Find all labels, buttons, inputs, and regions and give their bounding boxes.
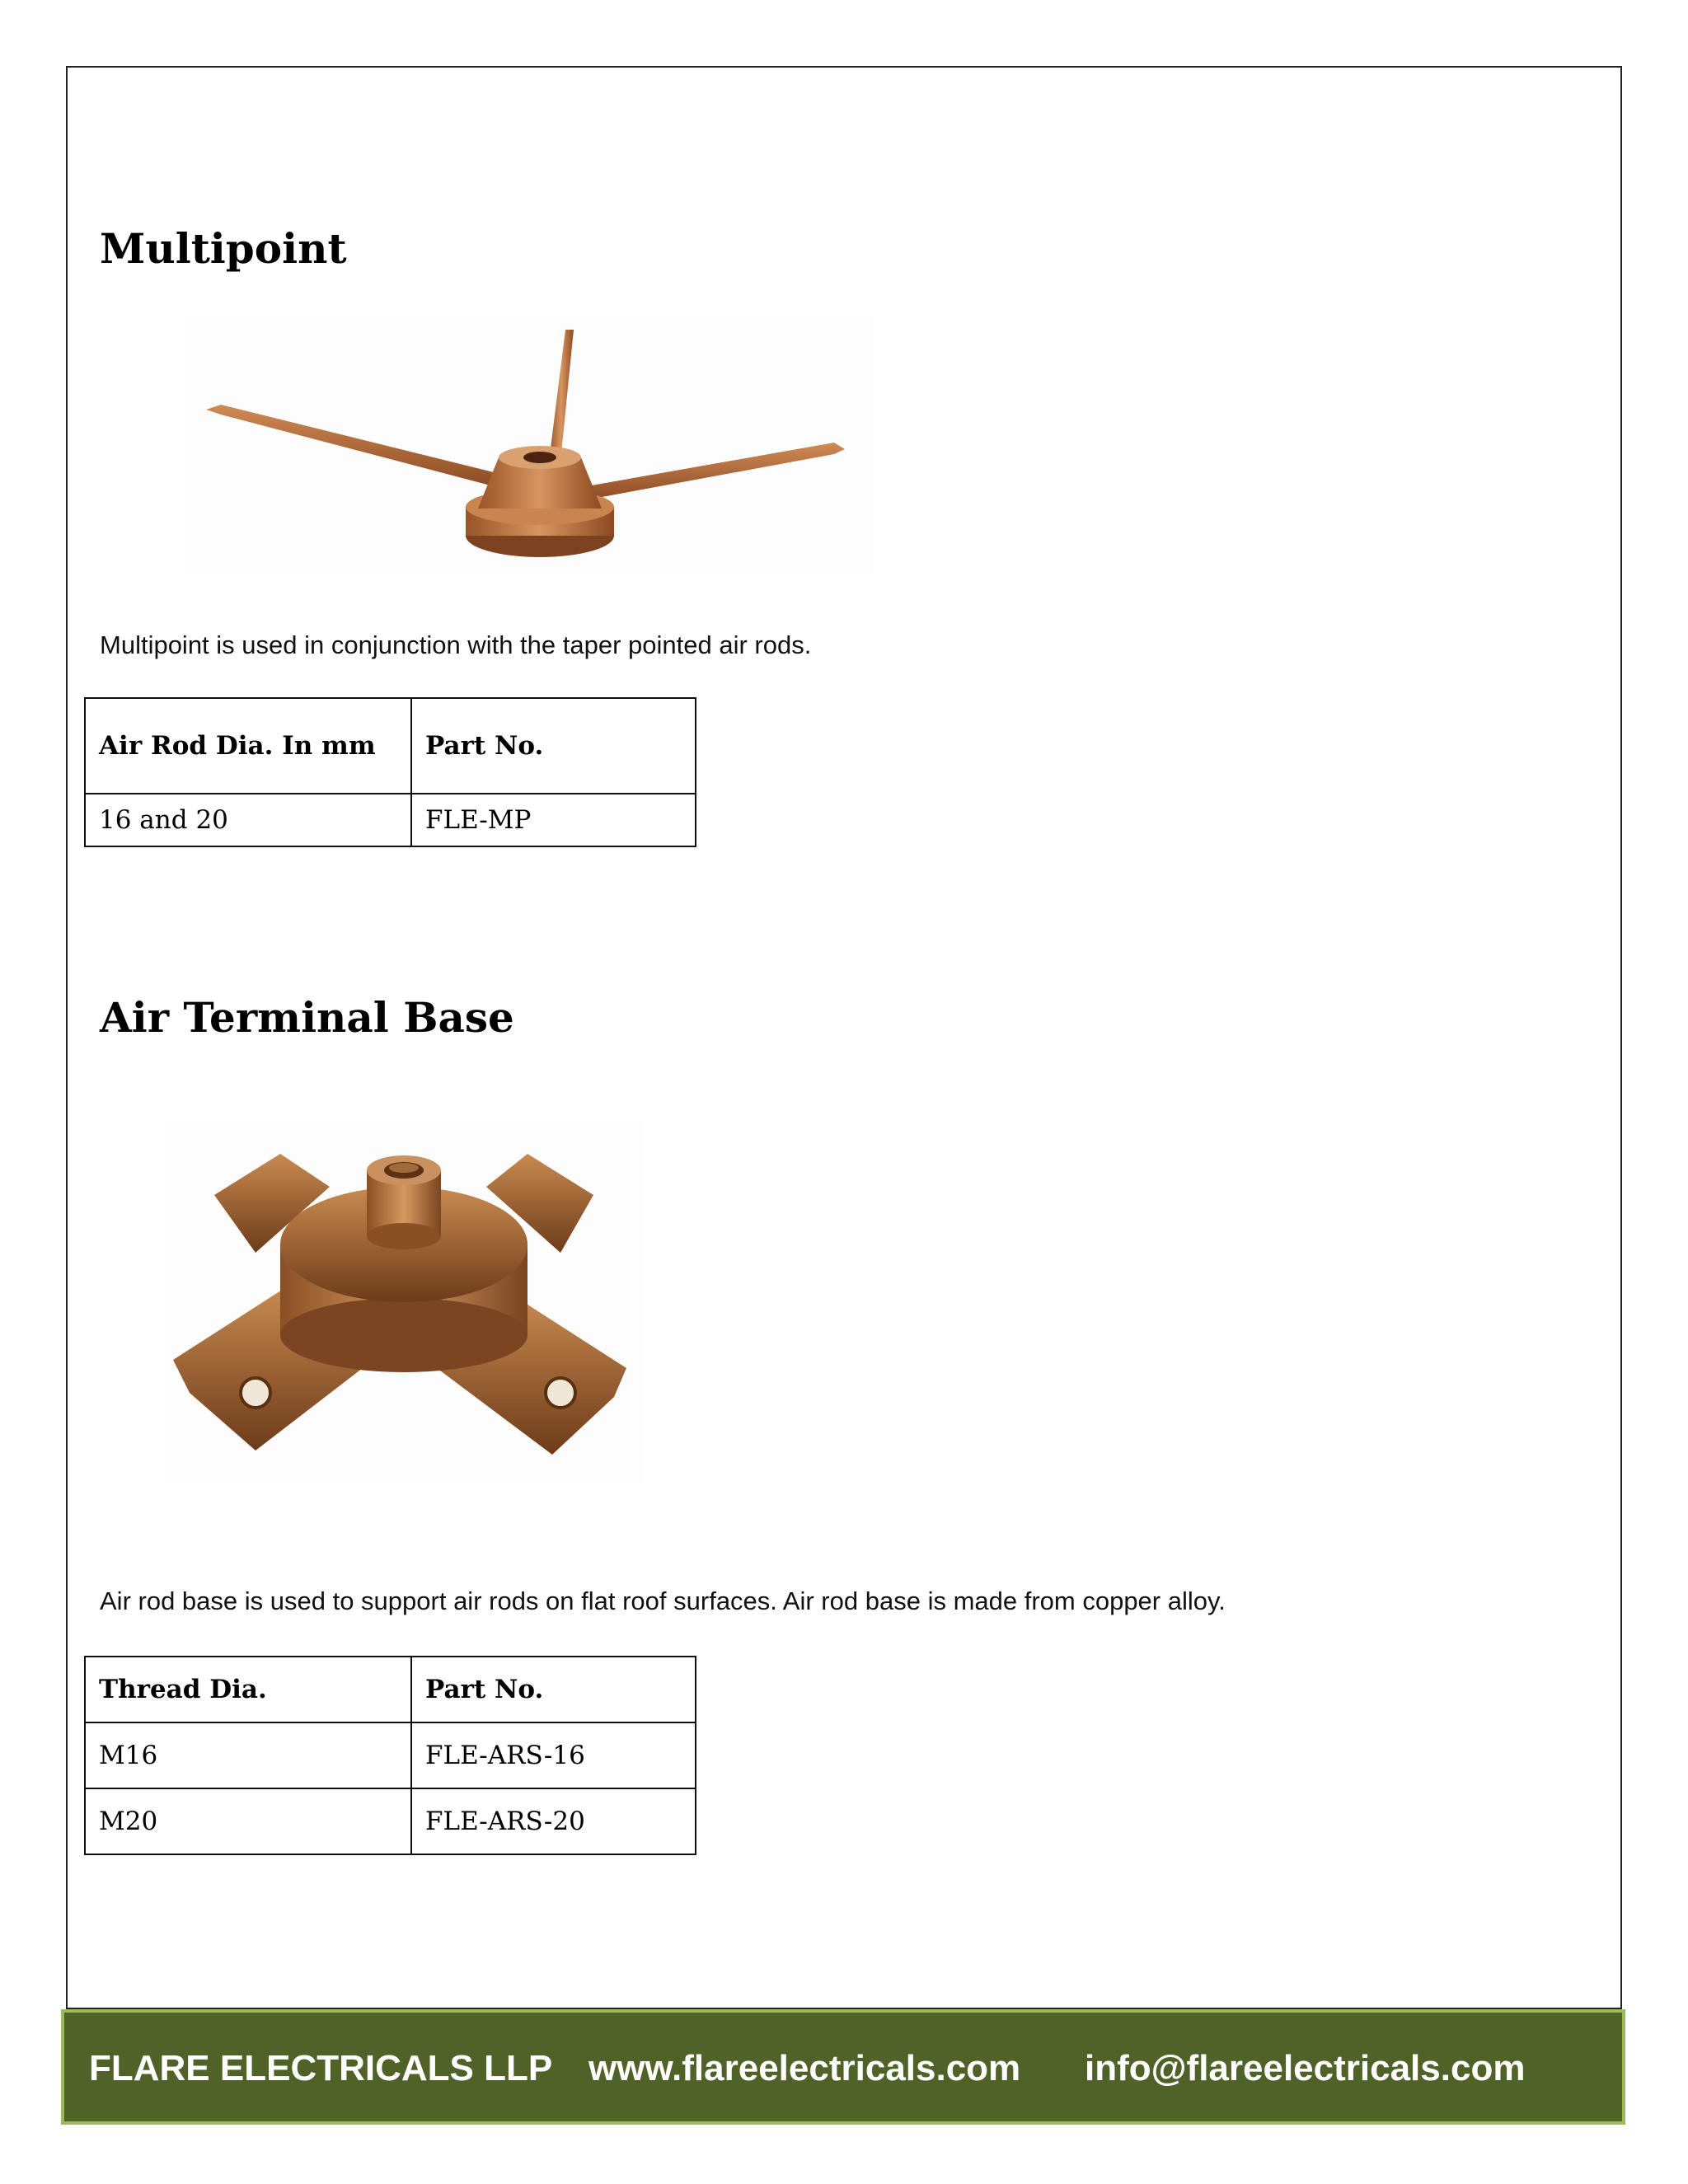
air-terminal-base-image: [165, 1121, 643, 1483]
footer-company-name: FLARE ELECTRICALS LLP: [89, 2048, 553, 2088]
multipoint-description: Multipoint is used in conjunction with the taper pointed air rods.: [100, 630, 812, 659]
air-terminal-base-description: Air rod base is used to support air rods on flat roof surfaces. Air rod base is made from copper alloy.: [100, 1586, 1226, 1615]
table-row: [85, 1722, 696, 1788]
section-title-air-terminal-base: Air Terminal Base: [100, 993, 514, 1042]
table-header-row: [85, 698, 696, 794]
table-header-cell: Thread Dia.: [85, 1657, 411, 1722]
table-cell: M16: [85, 1722, 411, 1788]
table-header-cell: Part No.: [411, 698, 696, 794]
multipoint-image: [190, 317, 874, 573]
table-cell: M20: [85, 1788, 411, 1854]
section-title-multipoint: Multipoint: [100, 224, 347, 273]
table-cell: 16 and 20: [85, 794, 411, 846]
table-header-row: [85, 1657, 696, 1722]
table-cell: FLE-ARS-16: [411, 1722, 696, 1788]
footer-bar: [61, 2009, 1625, 2125]
table-cell: FLE-ARS-20: [411, 1788, 696, 1854]
table-row: [85, 794, 696, 846]
table-cell: FLE-MP: [411, 794, 696, 846]
multipoint-copper-icon: [190, 317, 874, 573]
multipoint-spec-table: [84, 697, 696, 847]
footer-website-link[interactable]: www.flareelectricals.com: [588, 2048, 1021, 2088]
table-header-cell: Air Rod Dia. In mm: [85, 698, 411, 794]
air-terminal-base-copper-icon: [165, 1121, 643, 1483]
air-terminal-base-spec-table: [84, 1656, 696, 1855]
footer-email-link[interactable]: info@flareelectricals.com: [1085, 2048, 1526, 2088]
table-row: [85, 1788, 696, 1854]
table-header-cell: Part No.: [411, 1657, 696, 1722]
